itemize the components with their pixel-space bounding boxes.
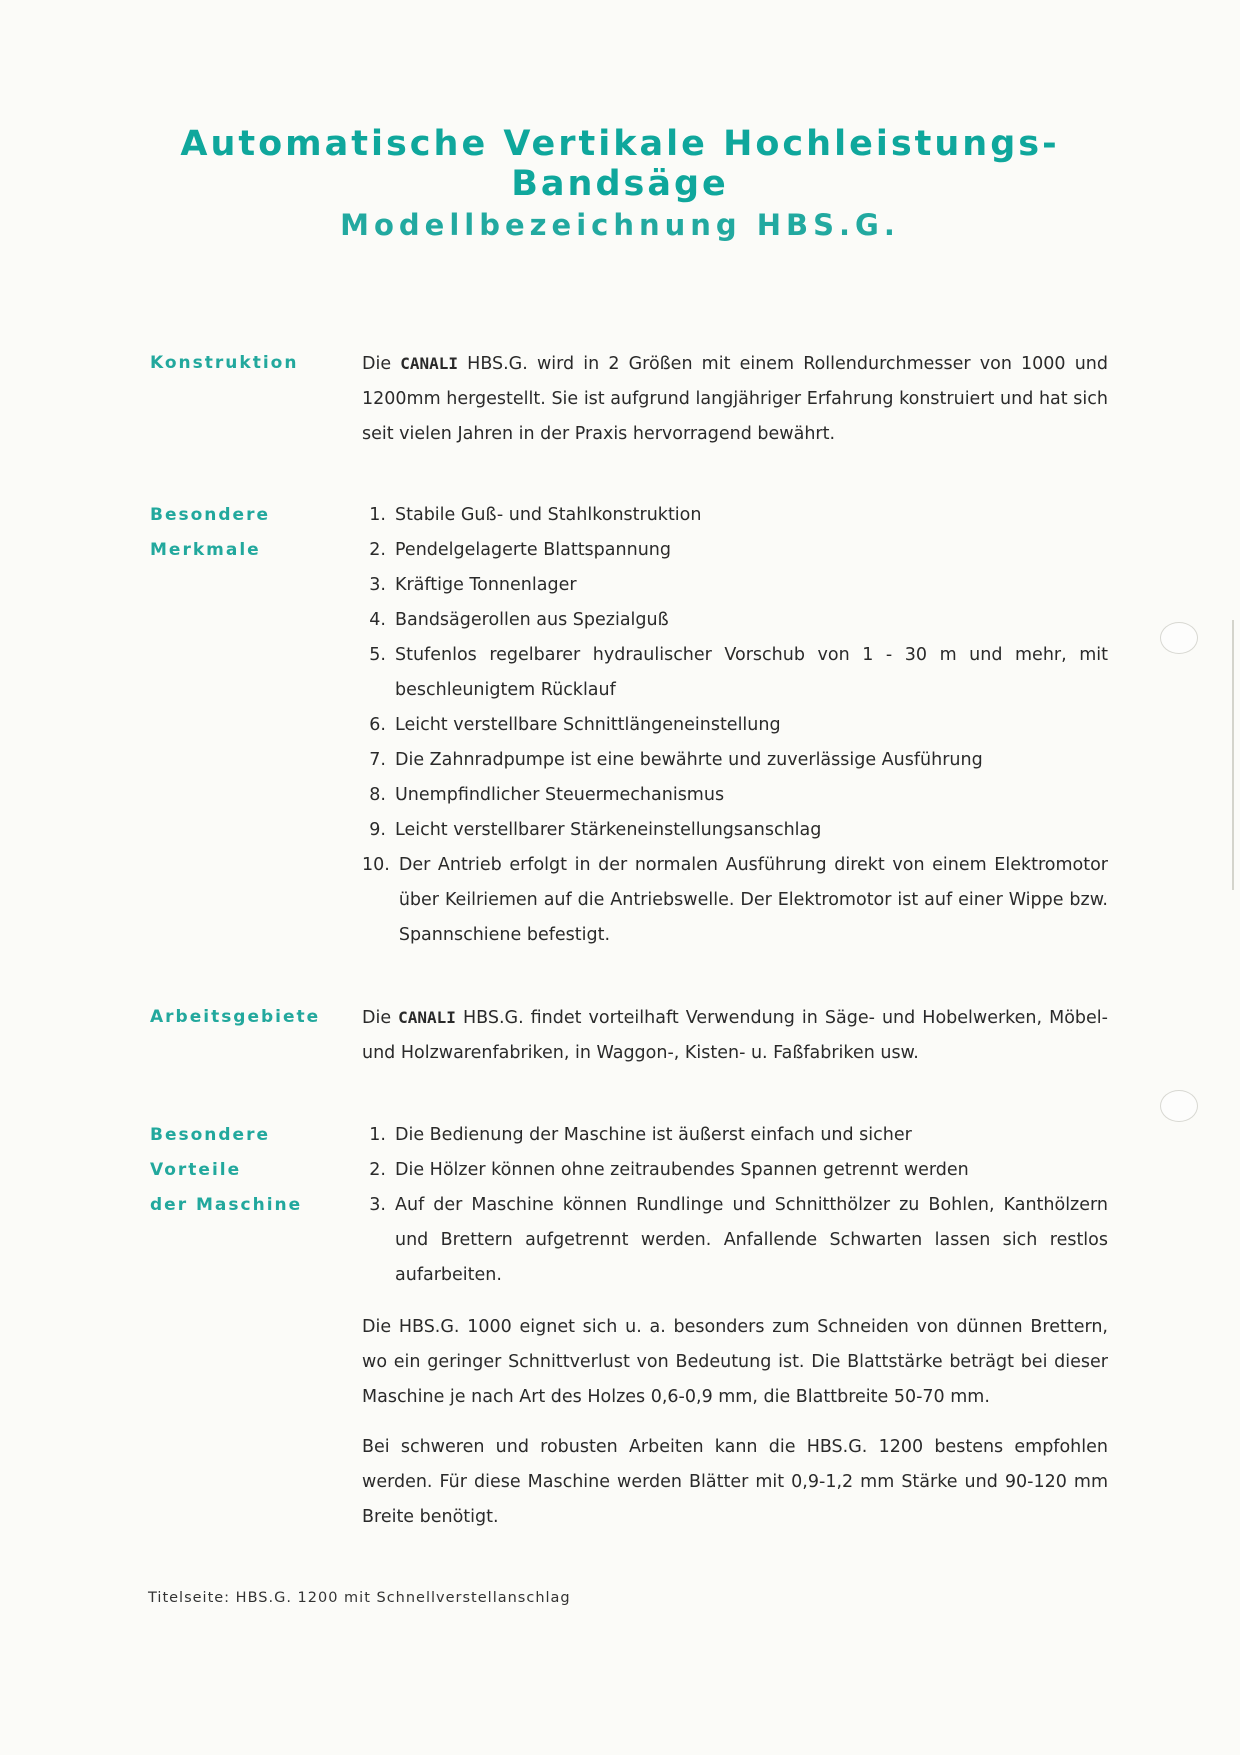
list-item: 8. Unempfindlicher Steuermechanismus (369, 785, 725, 805)
list-item: 3. Kräftige Tonnenlager (369, 575, 577, 595)
list-item: 1. Die Bedienung der Maschine ist äußerst einfach und sicher (369, 1125, 912, 1145)
list-item: 4. Bandsägerollen aus Spezialguß (369, 610, 669, 630)
brand-name: CANALI (398, 1008, 456, 1027)
list-item: 2. Pendelgelagerte Blattspannung (369, 540, 671, 560)
vorteile-paragraph-2: Bei schweren und robusten Arbeiten kann die HBS.G. 1200 bestens empfohlen werden. Für diese Maschine werden Blätter mit 0,9-1,2 mm Stärke und 90-120 mm Breite benötigt. (362, 1437, 1108, 1527)
punch-hole (1160, 622, 1198, 654)
section-label-merkmale: Besondere Merkmale (150, 505, 270, 560)
punch-hole (1160, 1090, 1198, 1122)
list-item: 9. Leicht verstellbarer Stärkeneinstellungsanschlag (369, 820, 822, 840)
list-item: 3. Auf der Maschine können Rundlinge und Schnitthölzer zu Bohlen, Kanthölzern und Brettern aufgetrennt werden. Anfallende Schwarten lassen sich restlos aufarbeiten. (369, 1195, 1108, 1285)
section-label-vorteile: Besondere Vorteile der Maschine (150, 1125, 303, 1215)
list-item: 1. Stabile Guß- und Stahlkonstruktion (369, 505, 702, 525)
section-label-arbeitsgebiete: Arbeitsgebiete (150, 1007, 321, 1027)
list-item: 7. Die Zahnradpumpe ist eine bewährte und zuverlässige Ausführung (369, 750, 983, 770)
list-item: 10. Der Antrieb erfolgt in der normalen Ausführung direkt von einem Elektromotor über Keilriemen auf die Antriebswelle. Der Elektromotor ist auf einer Wippe bzw. Spannschiene befestigt. (362, 855, 1108, 945)
vorteile-list (362, 1118, 1108, 1293)
model-designation: Modellbezeichnung HBS.G. (340, 208, 900, 242)
document-title: Automatische Vertikale Hochleistungs-Bandsäge (180, 124, 1060, 204)
vorteile-paragraph-1: Die HBS.G. 1000 eignet sich u. a. besonders zum Schneiden von dünnen Brettern, wo ein geringer Schnittverlust von Bedeutung ist. Die Blattstärke beträgt bei dieser Maschine je nach Art des Holzes 0,6-0,9 mm, die Blattbreite 50-70 mm. (362, 1317, 1108, 1407)
list-item: 6. Leicht verstellbare Schnittlängeneinstellung (369, 715, 781, 735)
list-item: 5. Stufenlos regelbarer hydraulischer Vorschub von 1 - 30 m und mehr, mit beschleunigtem Rücklauf (369, 645, 1108, 700)
arbeitsgebiete-text: Die CANALI HBS.G. findet vorteilhaft Verwendung in Säge- und Hobelwerken, Möbel- und Holzwarenfabriken, in Waggon-, Kisten- u. Faßfabriken usw. (362, 1008, 1108, 1063)
footer-caption: Titelseite: HBS.G. 1200 mit Schnellverstellanschlag (148, 1590, 571, 1606)
page-edge-mark (1232, 620, 1234, 890)
list-item: 2. Die Hölzer können ohne zeitraubendes Spannen getrennt werden (369, 1160, 969, 1180)
konstruktion-text: Die CANALI HBS.G. wird in 2 Größen mit einem Rollendurchmesser von 1000 und 1200mm hergestellt. Sie ist aufgrund langjähriger Erfahrung konstruiert und hat sich seit vielen Jahren in der Praxis hervorragend bewährt. (362, 354, 1108, 444)
merkmale-list (362, 498, 1108, 953)
brand-name: CANALI (400, 354, 459, 373)
section-label-konstruktion: Konstruktion (150, 353, 299, 373)
